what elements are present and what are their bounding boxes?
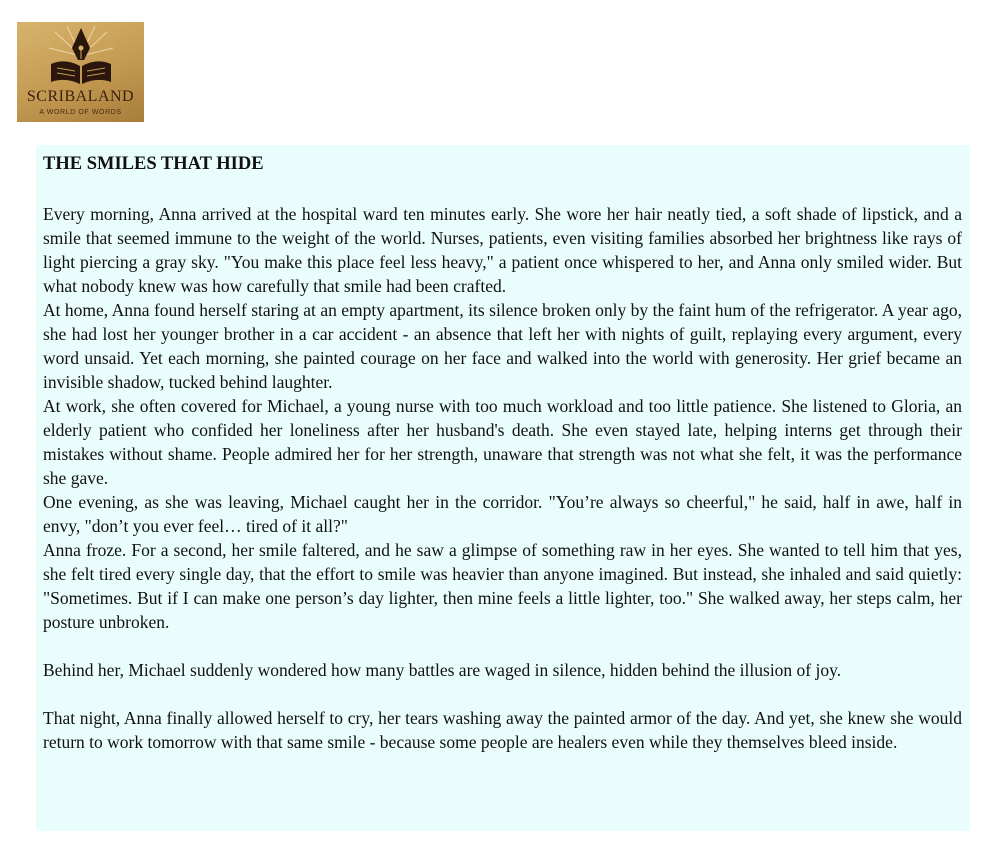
logo-tagline: A WORLD OF WORDS: [39, 109, 122, 116]
story-paragraph-4: One evening, as she was leaving, Michael caught her in the corridor. "You’re always so cheerful," he said, half in awe, half in envy, "don’t you ever feel… tired of it all?": [43, 492, 962, 536]
story-paragraph-2: At home, Anna found herself staring at an empty apartment, its silence broken only by the faint hum of the refrigerator. A year ago, she had lost her younger brother in a car accident - an absence that left her with nights of guilt, replaying every argument, every word unsaid. Yet each morning, she painted courage on her face and walked into the world with generosity. Her grief became an invisible shadow, tucked behind laughter.: [43, 300, 962, 392]
scribaland-logo[interactable]: [17, 22, 144, 122]
story-paragraph-6: Behind her, Michael suddenly wondered how many battles are waged in silence, hidden behind the illusion of joy.: [43, 660, 842, 680]
story-paragraph-3: At work, she often covered for Michael, a young nurse with too much workload and too little patience. She listened to Gloria, an elderly patient who confided her loneliness after her husband's death. She even stayed late, helping interns get through their mistakes without shame. People admired her for her strength, unaware that strength was not what she felt, it was the performance she gave.: [43, 396, 962, 488]
story-paragraph-7: That night, Anna finally allowed herself to cry, her tears washing away the painted armor of the day. And yet, she knew she would return to work tomorrow with that same smile - because some people are healers even while they themselves bleed inside.: [43, 708, 962, 752]
pen-and-book-icon: [45, 26, 117, 88]
story-container: [36, 145, 970, 831]
story-paragraph-5: Anna froze. For a second, her smile faltered, and he saw a glimpse of something raw in her eyes. She wanted to tell him that yes, she felt tired every single day, that the effort to smile was heavier than anyone imagined. But instead, she inhaled and said quietly: "Sometimes. But if I can make one person’s day lighter, then mine feels a little lighter, too." She walked away, her steps calm, her posture unbroken.: [43, 540, 962, 632]
story-paragraph-1: Every morning, Anna arrived at the hospital ward ten minutes early. She wore her hair neatly tied, a soft shade of lipstick, and a smile that seemed immune to the weight of the world. Nurses, patients, even visiting families absorbed her brightness like rays of light piercing a gray sky. "You make this place feel less heavy," a patient once whispered to her, and Anna only smiled wider. But what nobody knew was how carefully that smile had been crafted.: [43, 204, 962, 296]
story-title: THE SMILES THAT HIDE: [43, 154, 264, 174]
logo-name: SCRIBALAND: [26, 88, 135, 105]
